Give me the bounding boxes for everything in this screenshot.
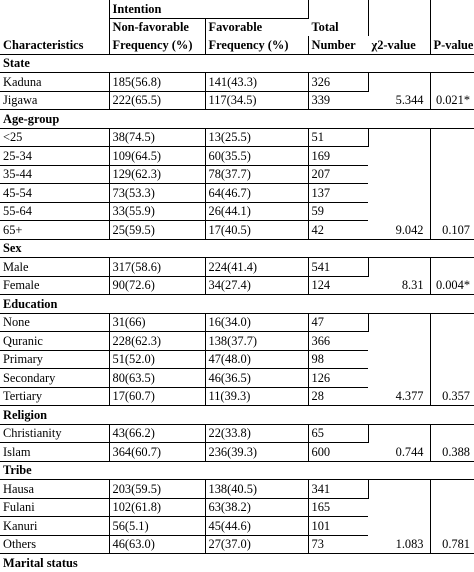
row-label: Christianity [0,424,109,443]
row-f: 138(40.5) [205,480,308,499]
row-label: Kaduna [0,73,109,92]
row-nf: 73(53.3) [109,184,205,203]
row-total: 47 [308,313,368,332]
chi2-value: 8.31 [368,258,430,295]
row-f: 46(36.5) [205,369,308,388]
header-frequency-nf: Frequency (%) [109,36,205,54]
row-label: Fulani [0,498,109,517]
header-frequency-f: Frequency (%) [205,36,308,54]
row-total: 59 [308,202,368,221]
row-label: 35-44 [0,165,109,184]
p-value: 0.004* [430,258,474,295]
row-nf: 56(5.1) [109,517,205,536]
row-nf: 102(61.8) [109,498,205,517]
row-label: 65+ [0,221,109,240]
row-nf: 25(59.5) [109,221,205,240]
header-chi2: χ2-value [368,0,430,54]
header-pvalue: P-value [433,37,474,52]
row-nf: 109(64.5) [109,147,205,166]
row-f: 64(46.7) [205,184,308,203]
row-f: 45(44.6) [205,517,308,536]
row-f: 27(37.0) [205,535,308,554]
header-total-number: Number [308,36,368,54]
row-f: 78(37.7) [205,165,308,184]
row-label: Female [0,276,109,295]
header-favorable: Favorable [205,18,308,36]
row-f: 13(25.5) [205,128,308,147]
row-f: 47(48.0) [205,350,308,369]
p-value: 0.021* [430,73,474,110]
p-value: 0.388 [430,424,474,461]
section-title-education: Education [0,295,474,314]
row-label: 55-64 [0,202,109,221]
header-total: Total [308,0,368,36]
row-label: Others [0,535,109,554]
section-title-tribe: Tribe [0,461,474,480]
p-value: 0.357 [430,313,474,406]
row-total: 341 [308,480,368,499]
row-f: 117(34.5) [205,91,308,110]
section-title-marital: Marital status [0,554,474,572]
row-label: Secondary [0,369,109,388]
chi2-value: 9.042 [368,128,430,239]
row-total: 101 [308,517,368,536]
row-f: 224(41.4) [205,258,308,277]
row-label: Jigawa [0,91,109,110]
row-f: 11(39.3) [205,387,308,406]
row-f: 63(38.2) [205,498,308,517]
row-nf: 364(60.7) [109,443,205,462]
row-f: 17(40.5) [205,221,308,240]
row-nf: 129(62.3) [109,165,205,184]
section-title-age: Age-group [0,110,474,129]
row-f: 22(33.8) [205,424,308,443]
section-title-religion: Religion [0,406,474,425]
row-nf: 203(59.5) [109,480,205,499]
row-label: Kanuri [0,517,109,536]
header-characteristics: Characteristics [0,0,109,54]
row-total: 339 [308,91,368,110]
row-nf: 38(74.5) [109,128,205,147]
row-total: 137 [308,184,368,203]
row-nf: 17(60.7) [109,387,205,406]
row-label: Tertiary [0,387,109,406]
row-total: 42 [308,221,368,240]
row-nf: 317(58.6) [109,258,205,277]
row-f: 16(34.0) [205,313,308,332]
row-nf: 46(63.0) [109,535,205,554]
row-total: 600 [308,443,368,462]
row-label: <25 [0,128,109,147]
row-total: 51 [308,128,368,147]
row-label: Primary [0,350,109,369]
row-f: 138(37.7) [205,332,308,351]
row-label: 25-34 [0,147,109,166]
section-title-sex: Sex [0,239,474,258]
row-f: 236(39.3) [205,443,308,462]
row-f: 60(35.5) [205,147,308,166]
row-nf: 185(56.8) [109,73,205,92]
row-nf: 31(66) [109,313,205,332]
row-nf: 51(52.0) [109,350,205,369]
header-intention: Intention [109,0,308,18]
row-total: 326 [308,73,368,92]
row-f: 141(43.3) [205,73,308,92]
row-nf: 33(55.9) [109,202,205,221]
row-total: 169 [308,147,368,166]
row-total: 73 [308,535,368,554]
row-total: 28 [308,387,368,406]
header-non-favorable: Non-favorable [109,18,205,36]
row-label: 45-54 [0,184,109,203]
p-value: 0.107 [430,128,474,239]
p-value: 0.781 [430,480,474,554]
row-total: 165 [308,498,368,517]
row-f: 34(27.4) [205,276,308,295]
row-nf: 222(65.5) [109,91,205,110]
section-title-state: State [0,54,474,73]
row-nf: 90(72.6) [109,276,205,295]
row-label: None [0,313,109,332]
row-nf: 43(66.2) [109,424,205,443]
row-total: 366 [308,332,368,351]
chi2-value: 5.344 [368,73,430,110]
row-label: Male [0,258,109,277]
row-f: 26(44.1) [205,202,308,221]
row-nf: 80(63.5) [109,369,205,388]
row-nf: 228(62.3) [109,332,205,351]
row-total: 207 [308,165,368,184]
row-label: Hausa [0,480,109,499]
chi2-value: 4.377 [368,313,430,406]
row-total: 98 [308,350,368,369]
row-total: 124 [308,276,368,295]
row-total: 126 [308,369,368,388]
row-total: 65 [308,424,368,443]
chi2-value: 1.083 [368,480,430,554]
row-label: Quranic [0,332,109,351]
row-label: Islam [0,443,109,462]
chi2-value: 0.744 [368,424,430,461]
row-total: 541 [308,258,368,277]
